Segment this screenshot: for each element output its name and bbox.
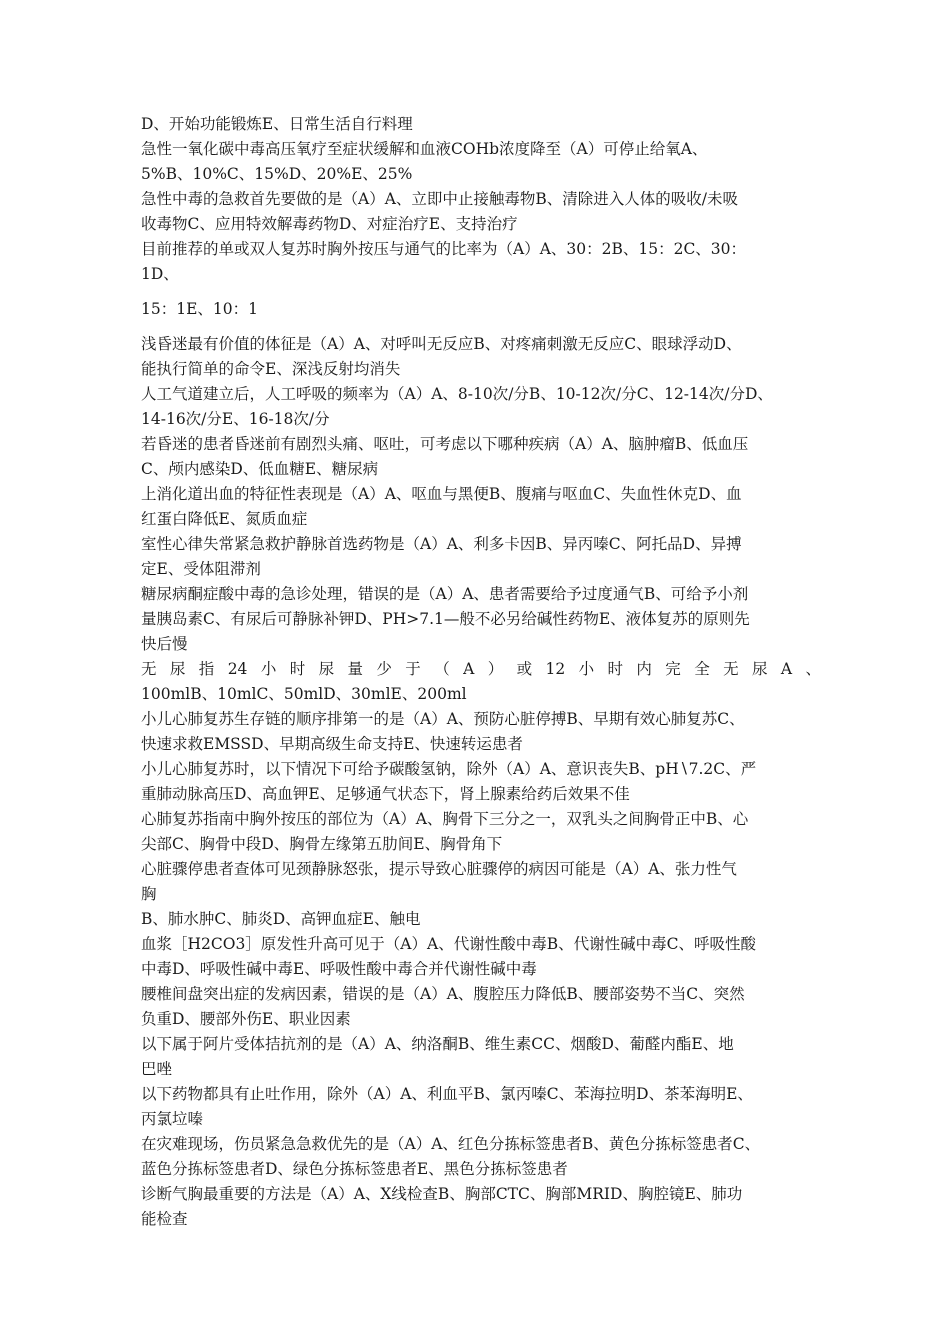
text-line: 若昏迷的患者昏迷前有剧烈头痛、呕吐，可考虑以下哪种疾病（A）A、脑肿瘤B、低血压 <box>141 435 749 453</box>
text-line: 丙氯垃嗪 <box>141 1110 204 1128</box>
text-line: 负重D、腰部外伤E、职业因素 <box>141 1010 351 1028</box>
text-line: 能执行简单的命令E、深浅反射均消失 <box>141 360 401 378</box>
text-line: 血浆［H2CO3］原发性升高可见于（A）A、代谢性酸中毒B、代谢性碱中毒C、呼吸性酸 <box>141 935 756 953</box>
text-line: 红蛋白降低E、氮质血症 <box>141 510 308 528</box>
text-line: 人工气道建立后，人工呼吸的频率为（A）A、8-10次/分B、10-12次/分C、12-14次/分D、 <box>141 385 773 403</box>
text-line: 糖尿病酮症酸中毒的急诊处理，错误的是（A）A、患者需要给予过度通气B、可给予小剂 <box>141 585 749 603</box>
text-line: 1D、 <box>141 265 179 283</box>
text-line: 以下属于阿片受体拮抗剂的是（A）A、纳洛酮B、维生素CC、烟酸D、葡醛内酯E、地 <box>141 1035 734 1053</box>
text-line: 小儿心肺复苏生存链的顺序排第一的是（A）A、预防心脏停搏B、早期有效心肺复苏C、 <box>141 710 745 728</box>
text-line: 目前推荐的单或双人复苏时胸外按压与通气的比率为（A）A、30：2B、15：2C、30： <box>141 240 747 258</box>
text-line: B、肺水肿C、肺炎D、高钾血症E、触电 <box>141 910 421 928</box>
text-line: 蓝色分拣标签患者D、绿色分拣标签患者E、黑色分拣标签患者 <box>141 1160 568 1178</box>
text-line: 在灾难现场，伤员紧急急救优先的是（A）A、红色分拣标签患者B、黄色分拣标签患者C、 <box>141 1135 761 1153</box>
text-line: 尖部C、胸骨中段D、胸骨左缘第五肋间E、胸骨角下 <box>141 835 503 853</box>
text-line: 收毒物C、应用特效解毒药物D、对症治疗E、支持治疗 <box>141 215 518 233</box>
text-line: 诊断气胸最重要的方法是（A）A、X线检查B、胸部CTC、胸部MRID、胸腔镜E、肺功 <box>141 1185 743 1203</box>
text-line: 量胰岛素C、有尿后可静脉补钾D、PH>7.1—般不必另给碱性药物E、液体复苏的原则先 <box>141 610 750 628</box>
text-line: D、开始功能锻炼E、日常生活自行料理 <box>141 115 413 133</box>
text-line: 重肺动脉高压D、高血钾E、足够通气状态下，肾上腺素给药后效果不佳 <box>141 785 630 803</box>
text-line: 无尿指24小时尿量少于（A）或12小时内完全无尿A、 <box>141 660 821 678</box>
text-line: 5%B、10%C、15%D、20%E、25% <box>141 165 413 183</box>
document-body <box>141 112 821 1232</box>
text-line: 心脏骤停患者查体可见颈静脉怒张，提示导致心脏骤停的病因可能是（A）A、张力性气 <box>141 860 737 878</box>
text-line: 巴唑 <box>141 1060 173 1078</box>
text-line: 中毒D、呼吸性碱中毒E、呼吸性酸中毒合并代谢性碱中毒 <box>141 960 537 978</box>
text-line: 14-16次/分E、16-18次/分 <box>141 410 330 428</box>
text-line: 快速求救EMSSD、早期高级生命支持E、快速转运患者 <box>141 735 523 753</box>
text-line: 15：1E、10：1 <box>141 300 258 318</box>
text-line: 浅昏迷最有价值的体征是（A）A、对呼叫无反应B、对疼痛刺激无反应C、眼球浮动D、 <box>141 335 742 353</box>
text-line: 急性一氧化碳中毒高压氧疗至症状缓解和血液COHb浓度降至（A）可停止给氧A、 <box>141 140 708 158</box>
text-line: C、颅内感染D、低血糖E、糖尿病 <box>141 460 379 478</box>
text-line: 急性中毒的急救首先要做的是（A）A、立即中止接触毒物B、清除进入人体的吸收/未吸 <box>141 190 739 208</box>
text-line: 以下药物都具有止吐作用，除外（A）A、利血平B、氯丙嗪C、苯海拉明D、茶苯海明E、 <box>141 1085 753 1103</box>
text-line: 胸 <box>141 885 157 903</box>
text-line: 上消化道出血的特征性表现是（A）A、呕血与黑便B、腹痛与呕血C、失血性休克D、血 <box>141 485 742 503</box>
text-line: 心肺复苏指南中胸外按压的部位为（A）A、胸骨下三分之一，双乳头之间胸骨正中B、心 <box>141 810 749 828</box>
text-line: 定E、受体阻滞剂 <box>141 560 261 578</box>
text-line: 能检查 <box>141 1210 188 1228</box>
text-line: 快后慢 <box>141 635 188 653</box>
text-line: 小儿心肺复苏时，以下情况下可给予碳酸氢钠，除外（A）A、意识丧失B、pH∖7.2C、严 <box>141 760 757 778</box>
text-line: 室性心律失常紧急救护静脉首选药物是（A）A、利多卡因B、异丙嗪C、阿托品D、异搏 <box>141 535 742 553</box>
text-line: 腰椎间盘突出症的发病因素，错误的是（A）A、腹腔压力降低B、腰部姿势不当C、突然 <box>141 985 745 1003</box>
text-line: 100mlB、10mlC、50mlD、30mlE、200ml <box>141 685 467 703</box>
